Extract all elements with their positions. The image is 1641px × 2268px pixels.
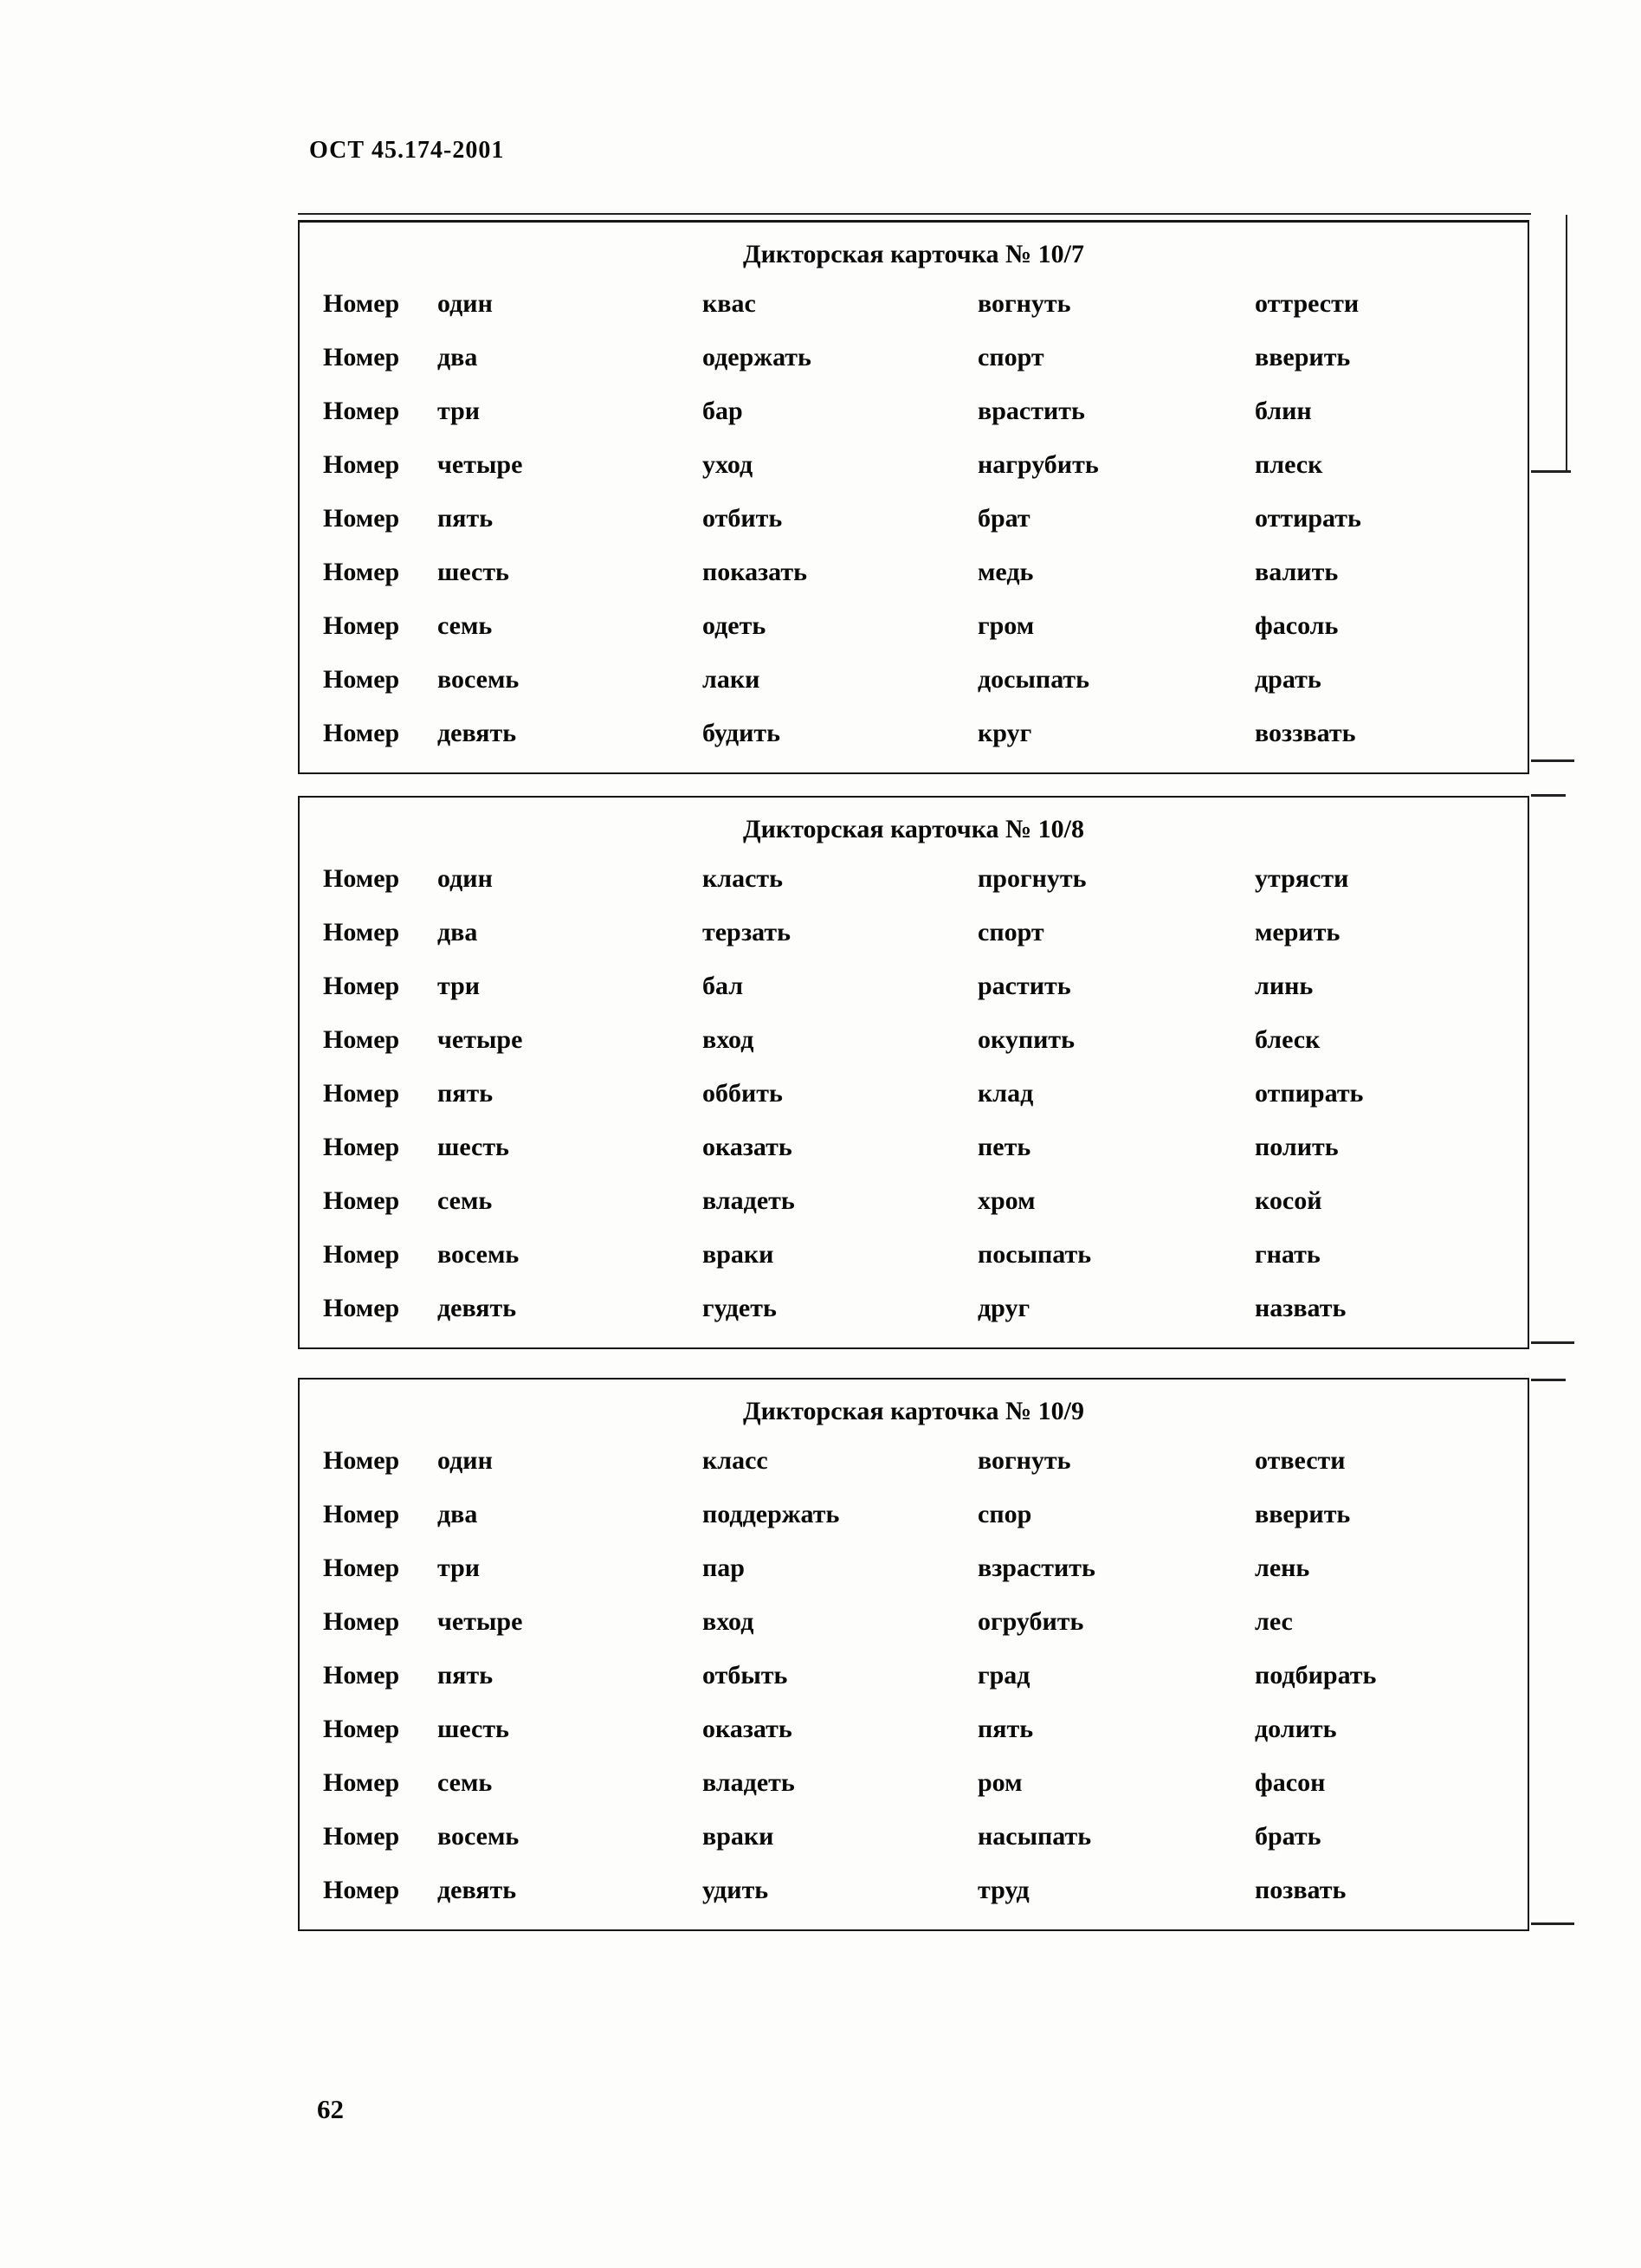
row-number-word: два <box>437 342 478 372</box>
row-word-3: лень <box>1255 1553 1310 1582</box>
row-word-2: прогнуть <box>978 863 1087 893</box>
table-row <box>323 1488 1528 1541</box>
table-row <box>323 1174 1528 1228</box>
row-word-3: отпирать <box>1255 1078 1364 1108</box>
row-word-2: петь <box>978 1132 1031 1161</box>
row-label: Номер <box>323 557 400 586</box>
row-label: Номер <box>323 1875 400 1904</box>
table-row <box>323 438 1528 492</box>
row-number-word: три <box>437 396 481 425</box>
card-title: Дикторская карточка № 10/7 <box>742 240 1085 268</box>
row-word-2: нагрубить <box>978 449 1099 479</box>
row-word-2: хром <box>978 1186 1036 1215</box>
row-label: Номер <box>323 1132 400 1161</box>
row-number-word: семь <box>437 1186 493 1215</box>
row-word-1: квас <box>702 288 756 318</box>
row-label: Номер <box>323 971 400 1000</box>
scan-artifact <box>1531 470 1571 473</box>
table-row <box>323 852 1528 906</box>
scan-artifact <box>298 213 1531 215</box>
row-word-3: позвать <box>1255 1875 1347 1904</box>
table-row <box>323 1282 1528 1335</box>
table-row <box>323 1595 1528 1649</box>
row-word-2: огрубить <box>978 1606 1084 1636</box>
row-word-3: косой <box>1255 1186 1322 1215</box>
row-word-2: врастить <box>978 396 1085 425</box>
row-word-1: владеть <box>702 1186 795 1215</box>
row-word-3: вверить <box>1255 1499 1351 1528</box>
row-word-2: круг <box>978 718 1032 747</box>
row-word-2: вогнуть <box>978 288 1071 318</box>
row-number-word: четыре <box>437 449 523 479</box>
scan-artifact <box>1531 794 1566 797</box>
row-number-word: три <box>437 1553 481 1582</box>
row-word-1: бал <box>702 971 744 1000</box>
row-label: Номер <box>323 1499 400 1528</box>
row-word-1: бар <box>702 396 743 425</box>
table-row <box>323 277 1528 331</box>
row-word-2: насыпать <box>978 1821 1092 1851</box>
row-number-word: девять <box>437 718 517 747</box>
row-word-2: досыпать <box>978 664 1090 694</box>
row-word-2: спорт <box>978 342 1044 372</box>
table-row <box>323 1541 1528 1595</box>
row-word-1: оказать <box>702 1714 792 1743</box>
row-label: Номер <box>323 611 400 640</box>
row-word-3: плеск <box>1255 449 1323 479</box>
row-word-3: валить <box>1255 557 1339 586</box>
row-word-3: фасоль <box>1255 611 1339 640</box>
row-label: Номер <box>323 1293 400 1322</box>
row-number-word: один <box>437 863 493 893</box>
table-row <box>323 1756 1528 1810</box>
card-rows <box>323 277 1528 760</box>
row-label: Номер <box>323 1445 400 1475</box>
row-word-2: ром <box>978 1767 1023 1797</box>
row-word-2: медь <box>978 557 1034 586</box>
row-number-word: шесть <box>437 1132 509 1161</box>
row-word-3: оттрести <box>1255 288 1360 318</box>
row-label: Номер <box>323 396 400 425</box>
row-number-word: три <box>437 971 481 1000</box>
row-label: Номер <box>323 1821 400 1851</box>
table-row <box>323 1810 1528 1864</box>
row-word-1: оказать <box>702 1132 792 1161</box>
row-label: Номер <box>323 718 400 747</box>
row-word-1: уход <box>702 449 753 479</box>
row-word-3: вверить <box>1255 342 1351 372</box>
announcer-card-10-8 <box>298 796 1529 1349</box>
row-word-3: подбирать <box>1255 1660 1377 1690</box>
scan-artifact <box>1531 1341 1574 1344</box>
page-number: 62 <box>317 2094 344 2124</box>
table-row <box>323 1434 1528 1488</box>
row-word-1: вход <box>702 1606 754 1636</box>
row-word-3: блин <box>1255 396 1312 425</box>
table-row <box>323 1228 1528 1282</box>
card-rows <box>323 1434 1528 1917</box>
row-label: Номер <box>323 288 400 318</box>
row-number-word: пять <box>437 503 494 533</box>
row-word-3: утрясти <box>1255 863 1349 893</box>
scan-artifact <box>1531 1379 1566 1381</box>
row-word-2: спорт <box>978 917 1044 947</box>
scan-artifact <box>1531 1922 1574 1925</box>
row-word-1: класть <box>702 863 784 893</box>
row-word-3: брать <box>1255 1821 1321 1851</box>
row-number-word: четыре <box>437 1606 523 1636</box>
row-word-2: труд <box>978 1875 1030 1904</box>
row-word-1: отбить <box>702 503 783 533</box>
row-word-1: одержать <box>702 342 811 372</box>
scan-artifact <box>1566 215 1567 473</box>
row-word-3: назвать <box>1255 1293 1347 1322</box>
row-word-2: град <box>978 1660 1030 1690</box>
table-row <box>323 1864 1528 1917</box>
row-number-word: восемь <box>437 664 520 694</box>
row-number-word: пять <box>437 1078 494 1108</box>
table-row <box>323 1703 1528 1756</box>
row-word-1: враки <box>702 1821 774 1851</box>
table-row <box>323 384 1528 438</box>
row-word-1: терзать <box>702 917 791 947</box>
row-word-3: оттирать <box>1255 503 1361 533</box>
row-word-2: друг <box>978 1293 1030 1322</box>
row-word-3: воззвать <box>1255 718 1356 747</box>
row-label: Номер <box>323 1553 400 1582</box>
row-label: Номер <box>323 1660 400 1690</box>
row-label: Номер <box>323 449 400 479</box>
row-number-word: шесть <box>437 557 509 586</box>
row-number-word: восемь <box>437 1239 520 1269</box>
row-word-2: растить <box>978 971 1071 1000</box>
row-word-1: оббить <box>702 1078 783 1108</box>
table-row <box>323 1013 1528 1067</box>
row-word-2: взрастить <box>978 1553 1095 1582</box>
row-number-word: девять <box>437 1293 517 1322</box>
row-label: Номер <box>323 664 400 694</box>
row-word-3: полить <box>1255 1132 1339 1161</box>
row-word-2: посыпать <box>978 1239 1092 1269</box>
scan-artifact <box>1531 759 1574 762</box>
row-word-3: блеск <box>1255 1024 1321 1054</box>
row-word-1: вход <box>702 1024 754 1054</box>
row-label: Номер <box>323 1714 400 1743</box>
table-row <box>323 599 1528 653</box>
row-word-1: класс <box>702 1445 768 1475</box>
row-word-2: брат <box>978 503 1030 533</box>
row-label: Номер <box>323 1606 400 1636</box>
row-label: Номер <box>323 1239 400 1269</box>
row-word-2: пять <box>978 1714 1034 1743</box>
row-word-1: поддержать <box>702 1499 840 1528</box>
table-row <box>323 906 1528 960</box>
row-word-1: лаки <box>702 664 760 694</box>
row-word-3: долить <box>1255 1714 1337 1743</box>
row-word-3: гнать <box>1255 1239 1321 1269</box>
card-rows <box>323 852 1528 1335</box>
row-word-3: отвести <box>1255 1445 1346 1475</box>
row-word-1: удить <box>702 1875 769 1904</box>
row-number-word: четыре <box>437 1024 523 1054</box>
row-label: Номер <box>323 1024 400 1054</box>
table-row <box>323 707 1528 760</box>
row-label: Номер <box>323 342 400 372</box>
row-number-word: семь <box>437 1767 493 1797</box>
row-label: Номер <box>323 503 400 533</box>
table-row <box>323 960 1528 1013</box>
row-label: Номер <box>323 1186 400 1215</box>
row-word-3: драть <box>1255 664 1321 694</box>
row-label: Номер <box>323 863 400 893</box>
row-number-word: два <box>437 917 478 947</box>
table-row <box>323 1121 1528 1174</box>
card-title: Дикторская карточка № 10/8 <box>742 815 1085 843</box>
row-number-word: восемь <box>437 1821 520 1851</box>
row-word-3: мерить <box>1255 917 1341 947</box>
row-word-1: отбыть <box>702 1660 788 1690</box>
table-row <box>323 1067 1528 1121</box>
announcer-card-10-9 <box>298 1378 1529 1931</box>
row-word-2: окупить <box>978 1024 1076 1054</box>
row-word-1: одеть <box>702 611 766 640</box>
row-number-word: два <box>437 1499 478 1528</box>
table-row <box>323 1649 1528 1703</box>
table-row <box>323 492 1528 546</box>
row-word-1: враки <box>702 1239 774 1269</box>
row-number-word: пять <box>437 1660 494 1690</box>
row-word-3: линь <box>1255 971 1314 1000</box>
row-word-1: показать <box>702 557 807 586</box>
standard-number: ОСТ 45.174-2001 <box>309 137 505 164</box>
row-word-1: владеть <box>702 1767 795 1797</box>
row-word-3: лес <box>1255 1606 1293 1636</box>
row-word-1: будить <box>702 718 781 747</box>
table-row <box>323 546 1528 599</box>
row-label: Номер <box>323 1078 400 1108</box>
row-label: Номер <box>323 917 400 947</box>
row-word-1: гудеть <box>702 1293 777 1322</box>
row-number-word: семь <box>437 611 493 640</box>
row-number-word: один <box>437 1445 493 1475</box>
row-word-2: гром <box>978 611 1035 640</box>
announcer-card-10-7 <box>298 220 1529 774</box>
row-number-word: один <box>437 288 493 318</box>
table-row <box>323 331 1528 384</box>
row-word-2: вогнуть <box>978 1445 1071 1475</box>
row-number-word: девять <box>437 1875 517 1904</box>
row-number-word: шесть <box>437 1714 509 1743</box>
table-row <box>323 653 1528 707</box>
row-word-3: фасон <box>1255 1767 1326 1797</box>
card-title: Дикторская карточка № 10/9 <box>742 1397 1085 1425</box>
row-label: Номер <box>323 1767 400 1797</box>
row-word-2: клад <box>978 1078 1034 1108</box>
row-word-1: пар <box>702 1553 745 1582</box>
row-word-2: спор <box>978 1499 1032 1528</box>
